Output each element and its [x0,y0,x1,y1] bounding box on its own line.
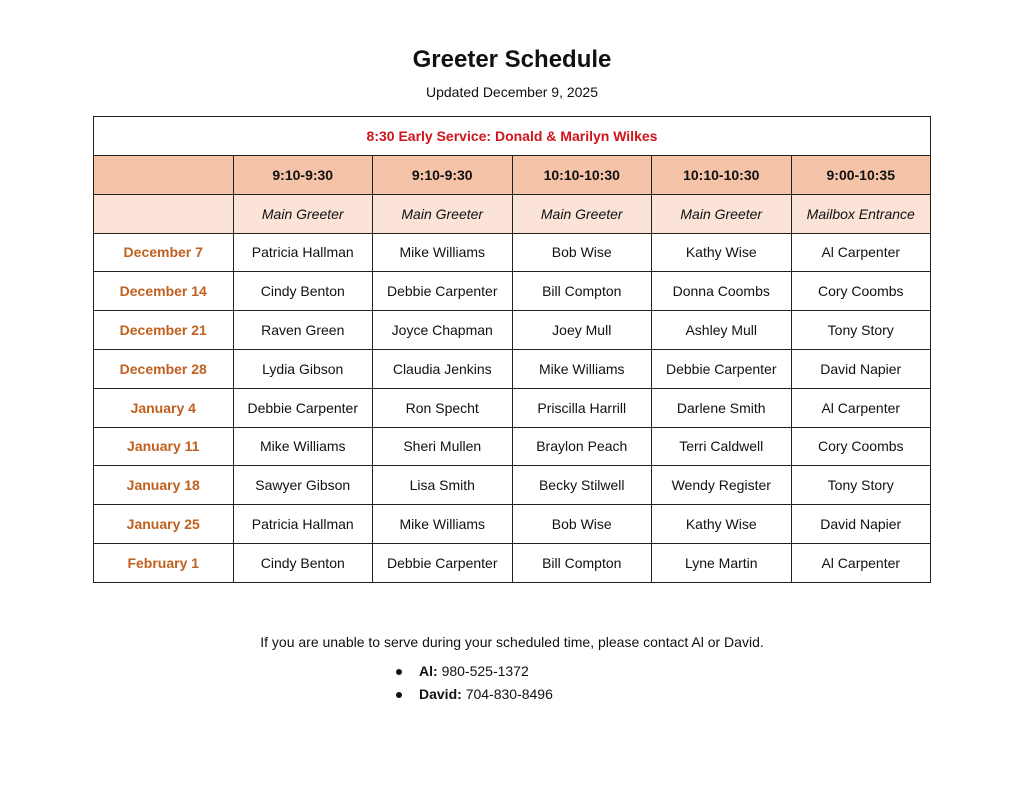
greeter-name: Claudia Jenkins [373,349,513,388]
greeter-name: Kathy Wise [652,505,792,544]
greeter-name: Lisa Smith [373,466,513,505]
contact-label: Al: [419,663,438,679]
date-cell: January 25 [94,505,234,544]
greeter-name: Cory Coombs [791,427,931,466]
role-header: Main Greeter [233,194,373,233]
greeter-name: Ashley Mull [652,311,792,350]
table-row [94,466,931,505]
date-cell: December 14 [94,272,234,311]
table-row [94,311,931,350]
contact-list [396,660,553,706]
greeter-name: Cindy Benton [233,272,373,311]
date-cell: December 28 [94,349,234,388]
greeter-name: Mike Williams [512,349,652,388]
greeter-name: Bill Compton [512,272,652,311]
greeter-name: Lydia Gibson [233,349,373,388]
table-row [94,505,931,544]
table-row [94,388,931,427]
greeter-name: Mike Williams [373,233,513,272]
greeter-name: Raven Green [233,311,373,350]
greeter-name: Cory Coombs [791,272,931,311]
greeter-name: Donna Coombs [652,272,792,311]
date-cell: January 18 [94,466,234,505]
greeter-name: Joyce Chapman [373,311,513,350]
table-row [94,427,931,466]
greeter-name: Mike Williams [373,505,513,544]
contact-label: David: [419,686,462,702]
greeter-name: Patricia Hallman [233,233,373,272]
greeter-name: Tony Story [791,466,931,505]
role-header-row [94,194,931,233]
date-cell: January 4 [94,388,234,427]
role-header: Main Greeter [652,194,792,233]
time-header: 9:10-9:30 [373,156,513,195]
contact-item [396,660,553,683]
greeter-name: Ron Specht [373,388,513,427]
role-header: Main Greeter [373,194,513,233]
date-cell: December 21 [94,311,234,350]
greeter-name: Debbie Carpenter [652,349,792,388]
contact-note: If you are unable to serve during your scheduled time, please contact Al or David. [260,634,764,650]
bullet-icon [396,692,402,698]
table-row [94,272,931,311]
greeter-name: Braylon Peach [512,427,652,466]
greeter-name: Bob Wise [512,505,652,544]
greeter-name: Terri Caldwell [652,427,792,466]
table-row [94,233,931,272]
table-row [94,349,931,388]
greeter-name: Al Carpenter [791,543,931,582]
greeter-name: Debbie Carpenter [233,388,373,427]
time-header-row [94,156,931,195]
greeter-name: Cindy Benton [233,543,373,582]
greeter-name: Sheri Mullen [373,427,513,466]
contact-phone: 704-830-8496 [465,686,553,702]
time-header: 10:10-10:30 [652,156,792,195]
greeter-name: Kathy Wise [652,233,792,272]
greeter-name: Debbie Carpenter [373,543,513,582]
greeter-name: Patricia Hallman [233,505,373,544]
greeter-name: Al Carpenter [791,233,931,272]
date-cell: January 11 [94,427,234,466]
greeter-name: Darlene Smith [652,388,792,427]
early-service-row [94,117,931,156]
greeter-name: Joey Mull [512,311,652,350]
role-header: Main Greeter [512,194,652,233]
greeter-name: Sawyer Gibson [233,466,373,505]
greeter-name: David Napier [791,349,931,388]
time-header: 10:10-10:30 [512,156,652,195]
contact-phone: 980-525-1372 [441,663,529,679]
greeter-name: Wendy Register [652,466,792,505]
bullet-icon [396,669,402,675]
role-blank [94,194,234,233]
schedule-table [93,116,931,583]
greeter-name: Priscilla Harrill [512,388,652,427]
date-cell: February 1 [94,543,234,582]
page-title: Greeter Schedule [412,46,612,73]
greeter-name: Becky Stilwell [512,466,652,505]
greeter-name: Al Carpenter [791,388,931,427]
contact-item [396,683,553,706]
updated-date: Updated December 9, 2025 [426,84,598,100]
greeter-name: Tony Story [791,311,931,350]
time-header: 9:00-10:35 [791,156,931,195]
time-header: 9:10-9:30 [233,156,373,195]
greeter-name: Mike Williams [233,427,373,466]
role-header: Mailbox Entrance [791,194,931,233]
greeter-name: Debbie Carpenter [373,272,513,311]
greeter-name: Lyne Martin [652,543,792,582]
greeter-name: Bill Compton [512,543,652,582]
early-service: 8:30 Early Service: Donald & Marilyn Wilkes [94,117,931,156]
header-blank [94,156,234,195]
date-cell: December 7 [94,233,234,272]
greeter-name: Bob Wise [512,233,652,272]
greeter-name: David Napier [791,505,931,544]
table-row [94,543,931,582]
